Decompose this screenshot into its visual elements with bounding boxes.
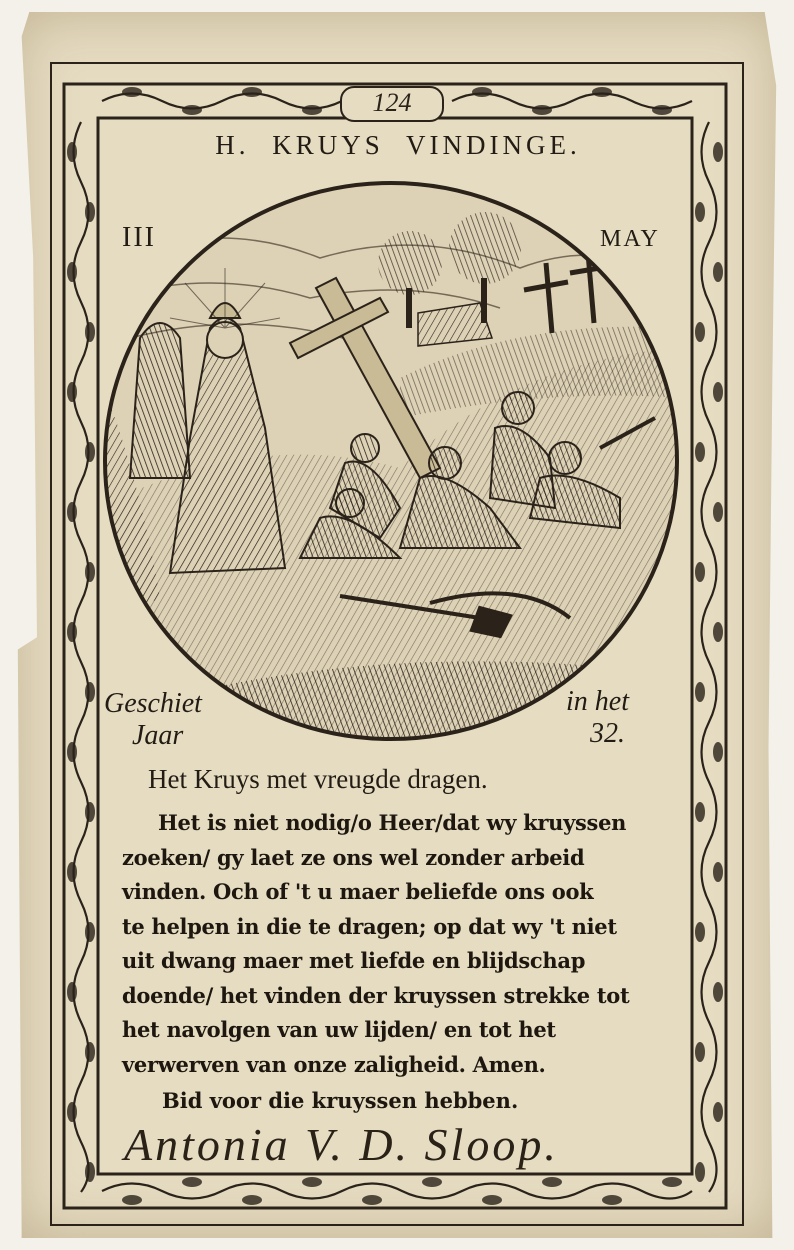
date-month: MAY bbox=[600, 226, 660, 252]
prayer-line: doende/ het vinden der kruyssen strekke tot bbox=[122, 982, 630, 1008]
caption-left-line1: Geschiet bbox=[104, 688, 202, 719]
prayer-line: te helpen in die te dragen; op dat wy 't niet bbox=[122, 913, 617, 939]
caption-right bbox=[566, 686, 629, 750]
intention-line: Bid voor die kruyssen hebben. bbox=[162, 1088, 519, 1113]
prayer-line: vinden. Och of 't u maer beliefde ons ook bbox=[122, 879, 594, 904]
prayer-line: uit dwang maer met liefde en blijdschap bbox=[122, 948, 586, 973]
caption-left bbox=[104, 688, 202, 752]
engraving-medallion bbox=[100, 178, 682, 744]
page-number: 124 bbox=[340, 86, 444, 122]
caption-right-line2: 32. bbox=[590, 718, 625, 749]
prayer-line: Het is niet nodig/o Heer/dat wy kruyssen bbox=[158, 810, 627, 835]
prayer-line: zoeken/ gy laet ze ons wel zonder arbeid bbox=[122, 844, 585, 870]
prayer-line: verwerven van onze zaligheid. Amen. bbox=[122, 1051, 546, 1077]
prayer-text bbox=[122, 806, 658, 1082]
page-title: H. KRUYS VINDINGE. bbox=[215, 130, 581, 160]
caption-left-line2: Jaar bbox=[132, 720, 184, 751]
handwritten-signature: Antonia V. D. Sloop. bbox=[124, 1119, 559, 1170]
prayer-line: het navolgen van uw lijden/ en tot het bbox=[122, 1017, 556, 1042]
date-day: III bbox=[122, 222, 156, 253]
caption-right-line1: in het bbox=[566, 686, 629, 717]
prayer-heading: Het Kruys met vreugde dragen. bbox=[148, 764, 488, 794]
